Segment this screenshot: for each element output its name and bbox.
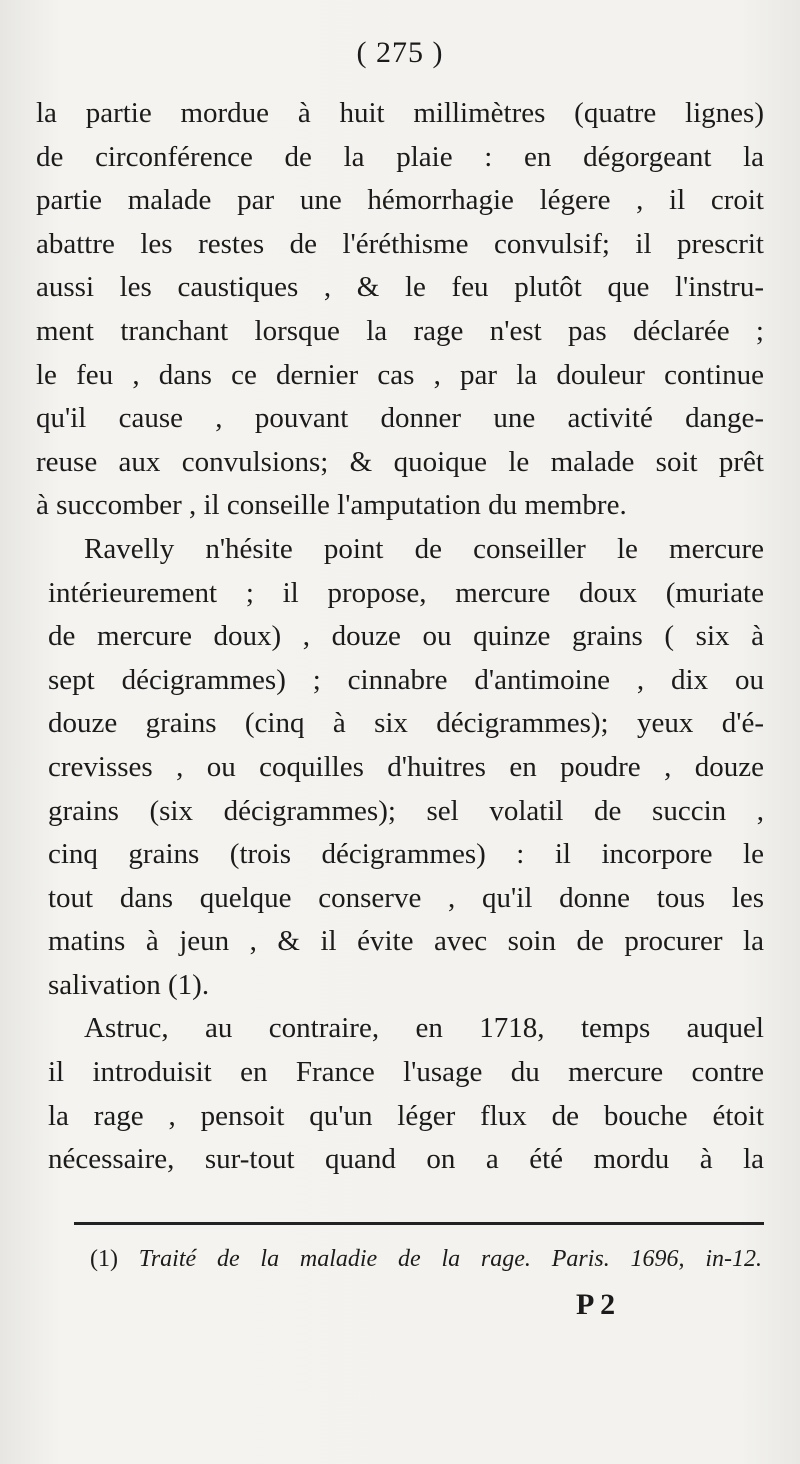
text-line: grains (six décigrammes); sel volatil de succin , (48, 794, 764, 827)
text-line: la partie mordue à huit millimètres (quatre lignes) (36, 97, 764, 129)
text-line: douze grains (cinq à six décigrammes); yeux d'é- (48, 707, 764, 740)
text-line: de mercure doux) , douze ou quinze grains ( six à (48, 620, 764, 653)
text-line: le feu , dans ce dernier cas , par la douleur continue (36, 358, 764, 391)
text-line: partie malade par une hémorrhagie légere , il croit (36, 184, 764, 217)
text-line: ment tranchant lorsque la rage n'est pas déclarée ; (36, 314, 764, 347)
footnote-text: Traité de la maladie de la rage. Paris. 1696, in-12. (138, 1246, 762, 1272)
text-line: nécessaire, sur-tout quand on a été mordu à la (48, 1143, 764, 1176)
text-line: matins à jeun , & il évite avec soin de procurer la (48, 925, 764, 958)
text-line: de circonférence de la plaie : en dégorgeant la (36, 140, 764, 173)
footnote-marker: (1) (90, 1246, 118, 1272)
text-line: à succomber , il conseille l'amputation du membre. (36, 489, 627, 522)
body-text (36, 92, 764, 1182)
text-line: abattre les restes de l'éréthisme convulsif; il prescrit (36, 227, 764, 260)
text-line: cinq grains (trois décigrammes) : il incorpore le (48, 838, 764, 871)
text-line: sept décigrammes) ; cinnabre d'antimoine , dix ou (48, 663, 764, 696)
text-line: qu'il cause , pouvant donner une activité dange- (36, 402, 764, 435)
footnote-divider (74, 1222, 764, 1225)
text-line: il introduisit en France l'usage du mercure contre (48, 1056, 764, 1089)
text-line: salivation (1). (48, 968, 210, 1001)
text-line: reuse aux convulsions; & quoique le malade soit prêt (36, 445, 764, 478)
text-line: aussi les caustiques , & le feu plutôt que l'instru- (36, 271, 764, 304)
page-number: ( 275 ) (356, 36, 444, 69)
footnote (90, 1246, 762, 1273)
text-line: Astruc, au contraire, en 1718, temps auquel (84, 1012, 764, 1045)
text-line: tout dans quelque conserve , qu'il donne tous les (48, 881, 764, 914)
text-line: crevisses , ou coquilles d'huitres en poudre , douze (48, 750, 764, 783)
text-line: la rage , pensoit qu'un léger flux de bouche étoit (48, 1099, 764, 1132)
signature-mark: P 2 (576, 1288, 616, 1321)
text-line: intérieurement ; il propose, mercure doux (muriate (48, 576, 764, 609)
text-line: Ravelly n'hésite point de conseiller le mercure (84, 532, 764, 565)
